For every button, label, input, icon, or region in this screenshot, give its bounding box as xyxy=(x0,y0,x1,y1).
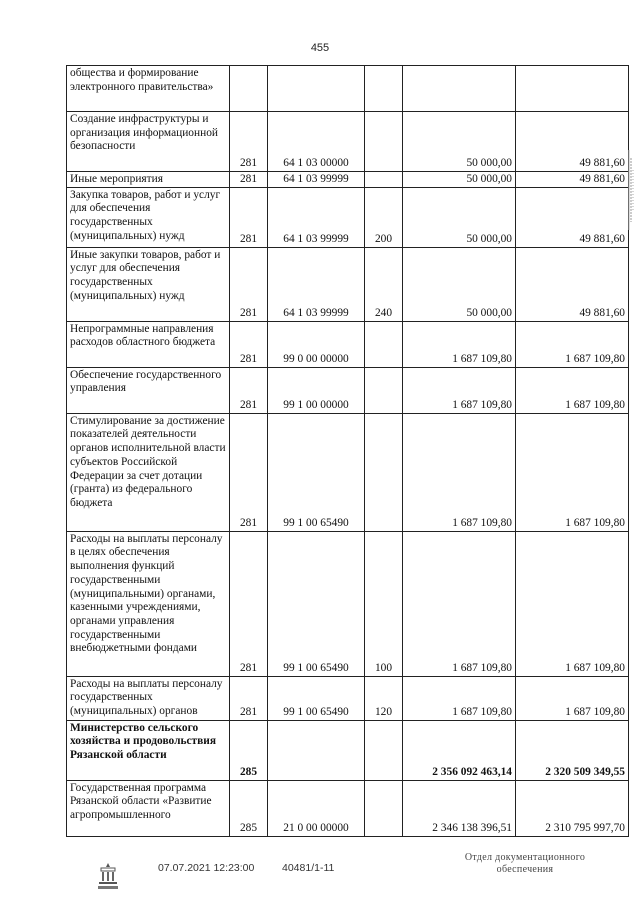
cell-ved: 281 xyxy=(230,531,268,676)
table-row xyxy=(67,413,629,531)
cell-vr xyxy=(365,112,403,172)
cell-vr xyxy=(365,720,403,780)
cell-fact xyxy=(516,66,629,112)
cell-csr: 99 1 00 65490 xyxy=(268,676,365,720)
cell-fact: 2 310 795 997,70 xyxy=(516,780,629,836)
table-row xyxy=(67,187,629,247)
page-edge-marks xyxy=(628,150,634,230)
cell-csr: 99 1 00 65490 xyxy=(268,413,365,531)
cell-csr: 99 1 00 00000 xyxy=(268,367,365,413)
cell-fact: 49 881,60 xyxy=(516,247,629,321)
cell-csr: 64 1 03 00000 xyxy=(268,112,365,172)
cell-vr xyxy=(365,780,403,836)
cell-plan: 50 000,00 xyxy=(403,187,516,247)
cell-name: Непрограммные направления расходов областного бюджета xyxy=(67,321,230,367)
cell-vr: 240 xyxy=(365,247,403,321)
cell-name: Расходы на выплаты персоналу в целях обеспечения выполнения функций государственными (муниципальными) органами, казенными учреждениями, органами управления государственными внебюджетными фондами xyxy=(67,531,230,676)
page-footer xyxy=(0,852,640,898)
cell-plan: 50 000,00 xyxy=(403,172,516,188)
table-row xyxy=(67,321,629,367)
table-row xyxy=(67,112,629,172)
footer-doc-number: 40481/1-11 xyxy=(282,862,335,874)
cell-name: Расходы на выплаты персоналу государственных (муниципальных) органов xyxy=(67,676,230,720)
cell-plan: 1 687 109,80 xyxy=(403,321,516,367)
cell-vr: 200 xyxy=(365,187,403,247)
table-row xyxy=(67,780,629,836)
cell-csr: 99 0 00 00000 xyxy=(268,321,365,367)
cell-ved xyxy=(230,66,268,112)
footer-department-stamp: Отдел документационного обеспечения xyxy=(464,852,586,875)
cell-csr: 64 1 03 99999 xyxy=(268,247,365,321)
table-row xyxy=(67,531,629,676)
table-row xyxy=(67,367,629,413)
cell-vr xyxy=(365,367,403,413)
cell-csr: 64 1 03 99999 xyxy=(268,187,365,247)
cell-ved: 281 xyxy=(230,413,268,531)
table-row xyxy=(67,676,629,720)
cell-fact: 49 881,60 xyxy=(516,112,629,172)
emblem-icon xyxy=(96,862,120,890)
table-row xyxy=(67,720,629,780)
cell-fact: 1 687 109,80 xyxy=(516,413,629,531)
cell-ved: 285 xyxy=(230,780,268,836)
cell-plan: 50 000,00 xyxy=(403,247,516,321)
cell-plan: 1 687 109,80 xyxy=(403,367,516,413)
cell-ved: 281 xyxy=(230,187,268,247)
cell-name: Иные закупки товаров, работ и услуг для обеспечения государственных (муниципальных) нужд xyxy=(67,247,230,321)
page-number: 455 xyxy=(310,42,330,54)
table-row xyxy=(67,247,629,321)
cell-name: Создание инфраструктуры и организация информационной безопасности xyxy=(67,112,230,172)
cell-ved: 281 xyxy=(230,321,268,367)
cell-ved: 281 xyxy=(230,247,268,321)
cell-csr: 21 0 00 00000 xyxy=(268,780,365,836)
cell-vr: 100 xyxy=(365,531,403,676)
cell-vr xyxy=(365,66,403,112)
cell-ved: 285 xyxy=(230,720,268,780)
table-row xyxy=(67,66,629,112)
cell-csr xyxy=(268,66,365,112)
cell-name: Иные мероприятия xyxy=(67,172,230,188)
cell-vr: 120 xyxy=(365,676,403,720)
cell-vr xyxy=(365,172,403,188)
cell-plan: 2 356 092 463,14 xyxy=(403,720,516,780)
cell-name: Стимулирование за достижение показателей деятельности органов исполнительной власти субъектов Российской Федерации за счет дотации (гранта) из федерального бюджета xyxy=(67,413,230,531)
cell-ved: 281 xyxy=(230,112,268,172)
cell-plan: 50 000,00 xyxy=(403,112,516,172)
cell-plan: 1 687 109,80 xyxy=(403,676,516,720)
budget-table xyxy=(66,65,629,837)
cell-plan: 1 687 109,80 xyxy=(403,413,516,531)
cell-name: Государственная программа Рязанской области «Развитие агропромышленного xyxy=(67,780,230,836)
cell-csr: 64 1 03 99999 xyxy=(268,172,365,188)
footer-datetime: 07.07.2021 12:23:00 xyxy=(158,862,255,874)
cell-plan xyxy=(403,66,516,112)
cell-ved: 281 xyxy=(230,367,268,413)
cell-fact: 49 881,60 xyxy=(516,172,629,188)
cell-csr: 99 1 00 65490 xyxy=(268,531,365,676)
cell-vr xyxy=(365,321,403,367)
cell-vr xyxy=(365,413,403,531)
cell-ved: 281 xyxy=(230,172,268,188)
table-row xyxy=(67,172,629,188)
cell-fact: 1 687 109,80 xyxy=(516,531,629,676)
cell-plan: 1 687 109,80 xyxy=(403,531,516,676)
cell-fact: 1 687 109,80 xyxy=(516,321,629,367)
cell-fact: 1 687 109,80 xyxy=(516,367,629,413)
cell-csr xyxy=(268,720,365,780)
cell-name: Министерство сельского хозяйства и продовольствия Рязанской области xyxy=(67,720,230,780)
cell-plan: 2 346 138 396,51 xyxy=(403,780,516,836)
cell-fact: 49 881,60 xyxy=(516,187,629,247)
cell-name: общества и формирование электронного правительства» xyxy=(67,66,230,112)
cell-name: Закупка товаров, работ и услуг для обеспечения государственных (муниципальных) нужд xyxy=(67,187,230,247)
cell-name: Обеспечение государственного управления xyxy=(67,367,230,413)
cell-fact: 2 320 509 349,55 xyxy=(516,720,629,780)
cell-ved: 281 xyxy=(230,676,268,720)
cell-fact: 1 687 109,80 xyxy=(516,676,629,720)
